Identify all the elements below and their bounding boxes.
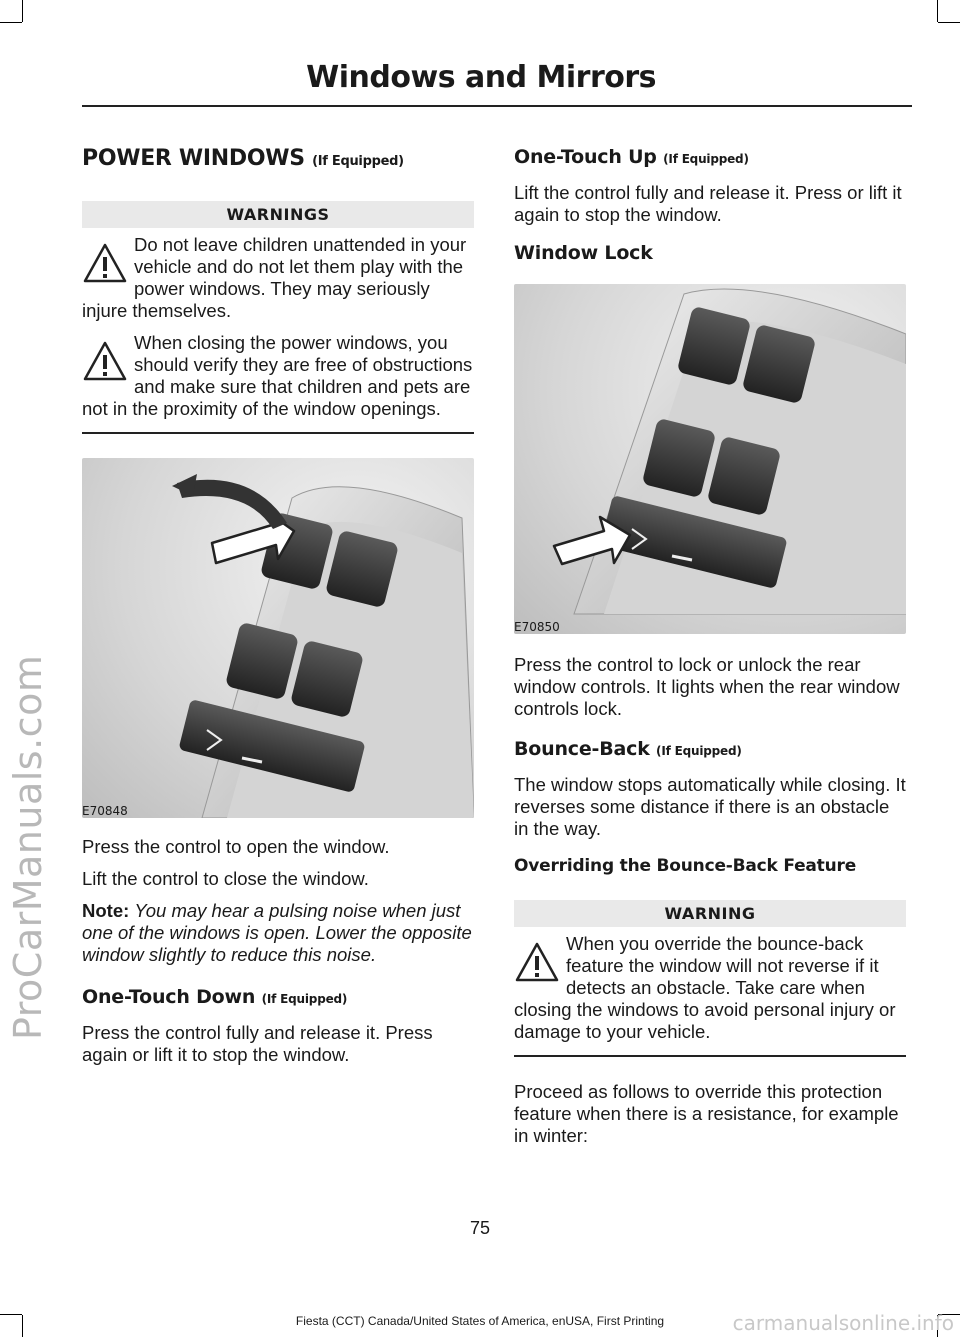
paragraph: Press the control to open the window.: [82, 836, 390, 857]
window-lock-illustration: [514, 284, 906, 634]
paragraph: The window stops automatically while closing. It reverses some distance if there is an obstacle in the way.: [514, 774, 906, 839]
warning-triangle-icon: [82, 338, 128, 386]
warning-text: Do not leave children unattended in your vehicle and do not let them play with the power windows. They may seriously injure themselves.: [82, 234, 467, 321]
subsection-title-text: Overriding the Bounce-Back Feature: [514, 856, 857, 876]
window-lock-figure: [514, 284, 906, 634]
crop-mark: [938, 22, 960, 23]
figure-code: E70848: [82, 804, 128, 818]
side-watermark: ProCarManuals.com: [6, 654, 50, 1040]
warnings-header: WARNINGS: [82, 201, 474, 228]
window-switch-figure: [82, 458, 474, 818]
warning-triangle-icon: [82, 240, 128, 288]
footer-text: Fiesta (CCT) Canada/United States of America, enUSA, First Printing: [295, 1314, 665, 1328]
header-divider: [82, 105, 912, 107]
bottom-watermark: carmanualsonline.info: [732, 1311, 954, 1335]
warning-item: [82, 234, 474, 322]
warning-divider: [514, 1055, 906, 1057]
subsection-title-text: One-Touch Down: [82, 986, 256, 1008]
warning-item: [514, 933, 906, 1055]
subsection-title: [514, 242, 906, 264]
subsection-title: [514, 856, 906, 876]
warning-text: When closing the power windows, you should verify they are free of obstructions and make sure that children and pets are not in the proximity of the window openings.: [82, 332, 473, 419]
figure-code: E70850: [514, 620, 560, 634]
paragraph: Lift the control fully and release it. Press or lift it again to stop the window.: [514, 182, 902, 225]
crop-mark: [937, 0, 938, 22]
paragraph: Proceed as follows to override this protection feature when there is a resistance, for example in winter:: [514, 1081, 899, 1146]
paragraph: Lift the control to close the window.: [82, 868, 369, 889]
page-title: Windows and Mirrors: [306, 60, 656, 95]
crop-mark: [0, 22, 22, 23]
paragraph: Press the control fully and release it. Press again or lift it to stop the window.: [82, 1022, 433, 1065]
warning-item: [82, 332, 474, 432]
page-number: 75: [469, 1218, 491, 1238]
subsection-title: [514, 738, 906, 760]
note: [82, 900, 474, 966]
subsection-qualifier: (If Equipped): [261, 992, 348, 1006]
subsection-title-text: Bounce-Back: [514, 738, 650, 760]
subsection-title: [514, 146, 906, 168]
right-column: [514, 140, 906, 1147]
subsection-title-text: Window Lock: [514, 242, 653, 264]
section-title: [82, 146, 474, 171]
warning-triangle-icon: [514, 939, 560, 987]
warning-text: When you override the bounce-back feature the window will not reverse if it detects an obstacle. Take care when closing the windows to avoid personal injury or damage to your vehicle.: [514, 933, 896, 1042]
window-switch-illustration: [82, 458, 474, 818]
crop-mark: [22, 0, 23, 22]
left-column: [82, 140, 474, 1066]
warning-header: WARNING: [514, 900, 906, 927]
subsection-title: [82, 986, 474, 1008]
section-title-text: POWER WINDOWS: [82, 146, 305, 171]
subsection-qualifier: (If Equipped): [663, 152, 749, 166]
warnings-divider: [82, 432, 474, 434]
note-label: Note:: [82, 900, 130, 921]
note-text: You may hear a pulsing noise when just one of the windows is open. Lower the opposite window slightly to reduce this noise.: [82, 900, 472, 965]
section-qualifier: (If Equipped): [312, 154, 404, 169]
subsection-title-text: One-Touch Up: [514, 146, 657, 168]
subsection-qualifier: (If Equipped): [656, 744, 742, 758]
paragraph: Press the control to lock or unlock the rear window controls. It lights when the rear window controls lock.: [514, 654, 900, 719]
